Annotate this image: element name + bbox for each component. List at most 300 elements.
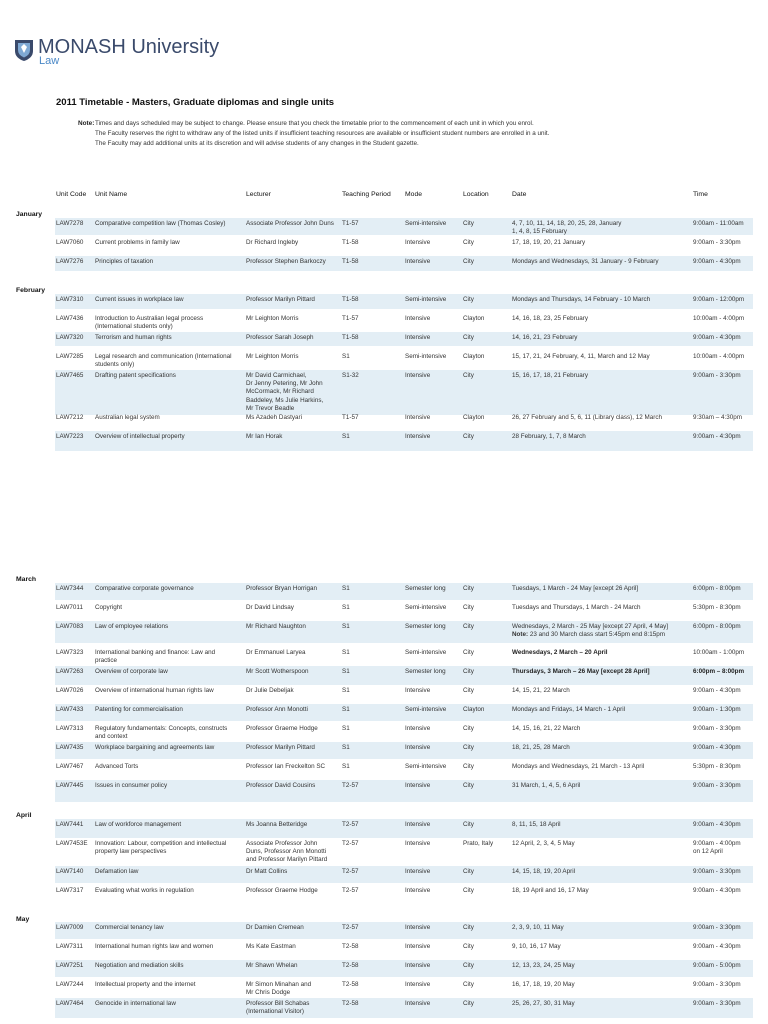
row-location-text: Clayton bbox=[463, 414, 485, 421]
row-unit-name-text: Terrorism and human rights bbox=[95, 334, 172, 341]
row-location-text: City bbox=[463, 296, 474, 303]
row-lecturer-text: Mr Simon Minahan and Mr Chris Dodge bbox=[246, 981, 312, 997]
row-mode-text: Semi-intensive bbox=[405, 763, 447, 770]
row-unit-code bbox=[56, 1000, 83, 1008]
row-mode-text: Intensive bbox=[405, 782, 431, 789]
table-row bbox=[55, 742, 753, 759]
row-time bbox=[693, 782, 741, 790]
row-time bbox=[693, 220, 744, 228]
row-unit-code-text: LAW7285 bbox=[56, 353, 84, 360]
col-header-location: Location bbox=[463, 191, 489, 198]
row-lecturer bbox=[246, 943, 341, 951]
row-unit-code-text: LAW7453E bbox=[56, 840, 88, 847]
row-unit-name-text: Evaluating what works in regulation bbox=[95, 887, 194, 894]
row-location bbox=[463, 840, 493, 848]
row-lecturer bbox=[246, 258, 341, 266]
row-unit-code bbox=[56, 414, 83, 422]
row-date bbox=[512, 782, 692, 790]
table-row bbox=[55, 412, 753, 427]
col-header-mode: Mode bbox=[405, 191, 423, 198]
row-date bbox=[512, 687, 692, 695]
row-lecturer-text: Professor Bryan Horrigan bbox=[246, 585, 318, 592]
row-time-text: 9:00am - 4:30pm bbox=[693, 334, 741, 341]
row-mode bbox=[405, 315, 430, 323]
row-time bbox=[693, 668, 744, 676]
row-mode-text: Intensive bbox=[405, 744, 431, 751]
row-unit-name bbox=[95, 706, 243, 714]
row-unit-name-text: Principles of taxation bbox=[95, 258, 154, 265]
row-unit-code bbox=[56, 887, 83, 895]
row-teaching-period bbox=[342, 258, 358, 266]
month-label: January bbox=[16, 211, 43, 218]
row-time-text: 9:00am - 4:30pm bbox=[693, 433, 741, 440]
row-teaching-period bbox=[342, 334, 358, 342]
row-location bbox=[463, 258, 474, 266]
row-location bbox=[463, 887, 474, 895]
row-teaching-period-text: T2-57 bbox=[342, 840, 359, 847]
row-mode bbox=[405, 1000, 430, 1008]
row-date bbox=[512, 763, 692, 771]
row-unit-code bbox=[56, 706, 83, 714]
row-unit-name bbox=[95, 220, 243, 228]
row-location-text: City bbox=[463, 623, 474, 630]
row-lecturer bbox=[246, 924, 341, 932]
row-date bbox=[512, 433, 692, 441]
table-row bbox=[55, 704, 753, 721]
table-row bbox=[55, 666, 753, 685]
row-lecturer-text: Dr Emmanuel Laryea bbox=[246, 649, 306, 656]
row-location-text: City bbox=[463, 220, 474, 227]
row-unit-name-text: Copyright bbox=[95, 604, 122, 611]
row-time-text: 9:00am - 3:30pm bbox=[693, 239, 741, 246]
table-row bbox=[55, 602, 753, 619]
row-location bbox=[463, 744, 474, 752]
row-location-text: City bbox=[463, 887, 474, 894]
row-lecturer-text: Dr Richard Ingleby bbox=[246, 239, 299, 246]
row-location-text: City bbox=[463, 962, 474, 969]
row-teaching-period bbox=[342, 315, 358, 323]
row-mode-text: Semi-intensive bbox=[405, 220, 447, 227]
row-unit-name-text: International banking and finance: Law and practice bbox=[95, 649, 216, 665]
row-teaching-period-text: S1 bbox=[342, 353, 350, 360]
row-unit-code-text: LAW7467 bbox=[56, 763, 84, 770]
row-lecturer bbox=[246, 604, 341, 612]
row-teaching-period bbox=[342, 433, 350, 441]
row-lecturer bbox=[246, 649, 341, 657]
row-lecturer bbox=[246, 868, 341, 876]
row-unit-code bbox=[56, 687, 83, 695]
row-time-text: 9:00am - 4:30pm bbox=[693, 887, 741, 894]
row-unit-code bbox=[56, 433, 83, 441]
row-time bbox=[693, 649, 744, 657]
row-mode-text: Intensive bbox=[405, 868, 431, 875]
row-date-text: Tuesdays, 1 March - 24 May [except 26 April] bbox=[512, 585, 639, 592]
row-time-text: 9:00am - 4:30pm bbox=[693, 687, 741, 694]
row-teaching-period-text: T2-57 bbox=[342, 782, 359, 789]
month-label: February bbox=[16, 287, 46, 294]
row-mode-text: Intensive bbox=[405, 962, 431, 969]
row-teaching-period bbox=[342, 668, 350, 676]
row-teaching-period bbox=[342, 868, 358, 876]
row-teaching-period-text: T2-58 bbox=[342, 962, 359, 969]
row-date-text: 12 April, 2, 3, 4, 5 May bbox=[512, 840, 575, 847]
row-unit-code-text: LAW7435 bbox=[56, 744, 84, 751]
row-teaching-period-text: T1-57 bbox=[342, 414, 359, 421]
row-unit-code bbox=[56, 239, 83, 247]
row-mode bbox=[405, 585, 446, 593]
row-teaching-period-text: S1 bbox=[342, 604, 350, 611]
row-unit-code bbox=[56, 782, 83, 790]
row-teaching-period-text: S1 bbox=[342, 706, 350, 713]
row-time bbox=[693, 706, 741, 714]
row-date-text: 2, 3, 9, 10, 11 May bbox=[512, 924, 564, 931]
table-row bbox=[55, 685, 753, 702]
row-date-text: 9, 10, 16, 17 May bbox=[512, 943, 561, 950]
row-time-text: 10:00am - 1:00pm bbox=[693, 649, 745, 656]
table-row bbox=[55, 351, 753, 371]
row-location bbox=[463, 943, 474, 951]
row-location-text: Clayton bbox=[463, 353, 485, 360]
row-date-text: 15, 17, 21, 24 February, 4, 11, March and 12 May bbox=[512, 353, 650, 360]
row-unit-code bbox=[56, 353, 83, 361]
row-date bbox=[512, 239, 692, 247]
row-mode bbox=[405, 706, 446, 714]
faculty-name: Law bbox=[39, 55, 60, 67]
row-date bbox=[512, 649, 692, 657]
row-location-text: City bbox=[463, 687, 474, 694]
row-unit-code bbox=[56, 821, 83, 829]
row-date-text: Mondays and Fridays, 14 March - 1 April bbox=[512, 706, 626, 713]
row-location bbox=[463, 414, 484, 422]
row-unit-name bbox=[95, 372, 243, 380]
note-line: The Faculty reserves the right to withdraw any of the listed units if insufficient teaching resources are available or insufficient student numbers are enrolled in a unit. bbox=[95, 130, 550, 137]
row-unit-code-text: LAW7441 bbox=[56, 821, 84, 828]
row-unit-code-text: LAW7310 bbox=[56, 296, 84, 303]
row-unit-name-text: Workplace bargaining and agreements law bbox=[95, 744, 215, 751]
row-time-text: 9:00am - 5:00pm bbox=[693, 962, 741, 969]
row-location bbox=[463, 821, 474, 829]
row-date-text: 25, 26, 27, 30, 31 May bbox=[512, 1000, 575, 1007]
row-unit-name-text: Patenting for commercialisation bbox=[95, 706, 183, 713]
row-lecturer-text: Mr Leighton Morris bbox=[246, 353, 299, 360]
row-location bbox=[463, 353, 484, 361]
row-teaching-period-text: S1 bbox=[342, 433, 350, 440]
row-teaching-period bbox=[342, 981, 358, 989]
row-time-text: 9:00am - 3:30pm bbox=[693, 868, 741, 875]
row-mode bbox=[405, 414, 430, 422]
row-time-text: 5:30pm - 8:30pm bbox=[693, 604, 741, 611]
row-time bbox=[693, 744, 741, 752]
row-time-text: 9:00am - 11:00am bbox=[693, 220, 744, 227]
row-unit-name bbox=[95, 585, 243, 593]
row-unit-name-text: Overview of international human rights law bbox=[95, 687, 214, 694]
row-teaching-period-text: S1 bbox=[342, 725, 350, 732]
table-row bbox=[55, 960, 753, 977]
row-time bbox=[693, 334, 741, 342]
row-mode bbox=[405, 887, 430, 895]
month-label: March bbox=[16, 576, 37, 583]
row-time bbox=[693, 372, 741, 380]
row-teaching-period-text: T2-57 bbox=[342, 924, 359, 931]
row-mode bbox=[405, 868, 430, 876]
row-mode bbox=[405, 924, 430, 932]
row-date-text: Wednesdays, 2 March - 25 May [except 27 April, 4 May] bbox=[512, 623, 668, 630]
row-lecturer-text: Ms Joanna Betteridge bbox=[246, 821, 308, 828]
row-teaching-period bbox=[342, 1000, 358, 1008]
row-location-text: City bbox=[463, 981, 474, 988]
row-time bbox=[693, 585, 741, 593]
row-date-text: 4, 7, 10, 11, 14, 18, 20, 25, 28, January 1, 4, 8, 15 February bbox=[512, 220, 622, 236]
row-teaching-period-text: S1 bbox=[342, 763, 350, 770]
row-date-text: Mondays and Wednesdays, 31 January - 9 February bbox=[512, 258, 659, 265]
row-lecturer-text: Dr Julie Debeljak bbox=[246, 687, 294, 694]
row-unit-name bbox=[95, 782, 243, 790]
row-lecturer-text: Mr Richard Naughton bbox=[246, 623, 306, 630]
row-lecturer bbox=[246, 763, 341, 771]
table-row bbox=[55, 941, 753, 958]
row-time bbox=[693, 623, 741, 631]
month-label: May bbox=[16, 916, 30, 923]
row-location bbox=[463, 981, 474, 989]
note-label: Note: bbox=[78, 120, 95, 127]
row-teaching-period-text: S1 bbox=[342, 668, 350, 675]
row-unit-name-text: Comparative corporate governance bbox=[95, 585, 194, 592]
row-teaching-period-text: S1 bbox=[342, 687, 350, 694]
row-location bbox=[463, 706, 484, 714]
row-mode bbox=[405, 433, 430, 441]
page-title: 2011 Timetable - Masters, Graduate diplomas and single units bbox=[56, 97, 335, 108]
row-mode-text: Intensive bbox=[405, 239, 431, 246]
row-unit-code bbox=[56, 868, 83, 876]
row-date bbox=[512, 744, 692, 752]
row-teaching-period bbox=[342, 744, 350, 752]
table-row bbox=[55, 819, 753, 838]
row-time bbox=[693, 821, 741, 829]
row-teaching-period-text: T2-58 bbox=[342, 1000, 359, 1007]
row-unit-name bbox=[95, 687, 243, 695]
row-location-text: City bbox=[463, 763, 474, 770]
row-location bbox=[463, 649, 474, 657]
row-unit-code-text: LAW7436 bbox=[56, 315, 84, 322]
row-date-text: Mondays and Wednesdays, 21 March - 13 April bbox=[512, 763, 645, 770]
row-location bbox=[463, 763, 474, 771]
row-unit-name bbox=[95, 821, 243, 829]
row-mode bbox=[405, 604, 446, 612]
row-unit-code-text: LAW7445 bbox=[56, 782, 84, 789]
row-lecturer bbox=[246, 725, 341, 733]
row-time bbox=[693, 315, 744, 323]
row-location bbox=[463, 585, 474, 593]
row-lecturer bbox=[246, 334, 341, 342]
row-unit-code bbox=[56, 924, 83, 932]
date-note-label: Note: bbox=[512, 631, 529, 639]
row-unit-name bbox=[95, 943, 243, 951]
table-row bbox=[55, 780, 753, 802]
row-lecturer bbox=[246, 372, 341, 413]
row-teaching-period bbox=[342, 887, 358, 895]
row-time bbox=[693, 296, 744, 304]
row-location bbox=[463, 924, 474, 932]
row-teaching-period-text: T1-57 bbox=[342, 220, 359, 227]
row-location-text: City bbox=[463, 868, 474, 875]
row-lecturer bbox=[246, 433, 341, 441]
table-row bbox=[55, 583, 753, 600]
row-teaching-period-text: T1-58 bbox=[342, 334, 359, 341]
row-lecturer bbox=[246, 687, 341, 695]
table-row bbox=[55, 998, 753, 1018]
row-mode bbox=[405, 981, 430, 989]
row-teaching-period bbox=[342, 220, 358, 228]
row-unit-code bbox=[56, 604, 83, 612]
row-teaching-period bbox=[342, 687, 350, 695]
row-mode-text: Intensive bbox=[405, 334, 431, 341]
row-mode-text: Semi-intensive bbox=[405, 649, 447, 656]
row-mode bbox=[405, 782, 430, 790]
row-location-text: Clayton bbox=[463, 706, 485, 713]
row-unit-code-text: LAW7140 bbox=[56, 868, 84, 875]
row-date-text: 14, 16, 21, 23 February bbox=[512, 334, 578, 341]
row-time-text: 6:00pm – 8:00pm bbox=[693, 668, 745, 675]
row-location-text: City bbox=[463, 649, 474, 656]
row-unit-code bbox=[56, 258, 83, 266]
row-time-text: 9:00am - 12:00pm bbox=[693, 296, 745, 303]
row-mode bbox=[405, 744, 430, 752]
row-date bbox=[512, 372, 692, 380]
row-unit-code bbox=[56, 623, 83, 631]
table-row bbox=[55, 723, 753, 742]
row-unit-code-text: LAW7009 bbox=[56, 924, 84, 931]
row-unit-name-text: Innovation: Labour, competition and intellectual property law perspectives bbox=[95, 840, 227, 856]
row-time-text: 9:00am - 3:30pm bbox=[693, 372, 741, 379]
row-mode bbox=[405, 725, 430, 733]
row-unit-name-text: Current issues in workplace law bbox=[95, 296, 184, 303]
row-unit-code bbox=[56, 334, 83, 342]
row-lecturer-text: Ms Azadeh Dastyari bbox=[246, 414, 302, 421]
row-unit-code-text: LAW7083 bbox=[56, 623, 84, 630]
row-date-text: 12, 13, 23, 24, 25 May bbox=[512, 962, 575, 969]
row-location-text: City bbox=[463, 744, 474, 751]
row-location bbox=[463, 868, 474, 876]
row-date-text: 18, 21, 25, 28 March bbox=[512, 744, 570, 751]
row-date bbox=[512, 623, 692, 639]
row-teaching-period-text: S1-32 bbox=[342, 372, 359, 379]
row-lecturer-text: Mr David Carmichael, Dr Jenny Petering, Mr John McCormack, Mr Richard Baddeley, Ms Julie Harkins, Mr Trevor Beadle bbox=[246, 372, 324, 412]
row-mode bbox=[405, 372, 430, 380]
row-unit-code-text: LAW7011 bbox=[56, 604, 83, 611]
row-unit-name-text: Comparative competition law (Thomas Cosley) bbox=[95, 220, 226, 227]
row-mode-text: Intensive bbox=[405, 1000, 431, 1007]
row-teaching-period-text: T1-58 bbox=[342, 239, 359, 246]
table-row bbox=[55, 979, 753, 999]
table-row bbox=[55, 866, 753, 883]
col-header-name: Unit Name bbox=[95, 191, 128, 198]
row-mode bbox=[405, 296, 446, 304]
row-date bbox=[512, 414, 692, 422]
row-time bbox=[693, 868, 741, 876]
col-header-date: Date bbox=[512, 191, 527, 198]
row-time bbox=[693, 763, 741, 771]
row-unit-name-text: Overview of corporate law bbox=[95, 668, 168, 675]
row-mode bbox=[405, 821, 430, 829]
row-date bbox=[512, 604, 692, 612]
row-time-text: 9:00am - 4:30pm bbox=[693, 258, 741, 265]
row-unit-name bbox=[95, 258, 243, 266]
row-unit-name bbox=[95, 334, 243, 342]
row-teaching-period-text: T2-57 bbox=[342, 868, 359, 875]
row-location bbox=[463, 1000, 474, 1008]
row-teaching-period bbox=[342, 414, 358, 422]
row-time-text: 6:00pm - 8:00pm bbox=[693, 623, 741, 630]
row-location-text: City bbox=[463, 239, 474, 246]
row-location bbox=[463, 239, 474, 247]
row-unit-name-text: Intellectual property and the internet bbox=[95, 981, 196, 988]
row-date bbox=[512, 981, 692, 989]
row-time-text: 9:00am - 4:30pm bbox=[693, 943, 741, 950]
row-unit-name-text: Introduction to Australian legal process (International students only) bbox=[95, 315, 204, 331]
row-date bbox=[512, 585, 692, 593]
row-time-text: 10:00am - 4:00pm bbox=[693, 353, 745, 360]
row-mode-text: Intensive bbox=[405, 315, 431, 322]
row-unit-code-text: LAW7276 bbox=[56, 258, 84, 265]
row-mode-text: Semi-intensive bbox=[405, 706, 447, 713]
table-row bbox=[55, 294, 753, 309]
row-time bbox=[693, 414, 742, 422]
row-teaching-period bbox=[342, 924, 358, 932]
row-mode-text: Intensive bbox=[405, 433, 431, 440]
row-unit-code bbox=[56, 981, 83, 989]
row-time-text: 9:00am - 3:30pm bbox=[693, 981, 741, 988]
row-mode-text: Intensive bbox=[405, 821, 431, 828]
row-teaching-period-text: T1-58 bbox=[342, 296, 359, 303]
row-lecturer bbox=[246, 1000, 341, 1016]
row-lecturer bbox=[246, 744, 341, 752]
row-time-text: 6:00pm - 8:00pm bbox=[693, 585, 741, 592]
row-teaching-period-text: T2-58 bbox=[342, 981, 359, 988]
row-mode bbox=[405, 962, 430, 970]
row-time-text: 10:00am - 4:00pm bbox=[693, 315, 745, 322]
table-row bbox=[55, 647, 753, 666]
row-unit-code-text: LAW7344 bbox=[56, 585, 84, 592]
row-teaching-period-text: S1 bbox=[342, 585, 350, 592]
row-unit-name bbox=[95, 763, 243, 771]
row-location bbox=[463, 725, 474, 733]
row-location-text: City bbox=[463, 258, 474, 265]
row-unit-name bbox=[95, 604, 243, 612]
row-unit-code bbox=[56, 763, 83, 771]
row-unit-name-text: Law of employee relations bbox=[95, 623, 169, 630]
row-lecturer bbox=[246, 414, 341, 422]
row-date bbox=[512, 315, 692, 323]
row-unit-code-text: LAW7212 bbox=[56, 414, 84, 421]
row-lecturer bbox=[246, 821, 341, 829]
row-time-text: 9:00am - 4:30pm bbox=[693, 744, 741, 751]
row-time bbox=[693, 239, 741, 247]
row-time bbox=[693, 353, 744, 361]
row-teaching-period bbox=[342, 372, 359, 380]
row-location bbox=[463, 668, 474, 676]
row-lecturer bbox=[246, 668, 341, 676]
row-time-text: 9:00am - 3:30pm bbox=[693, 725, 741, 732]
row-date bbox=[512, 353, 692, 361]
row-unit-name-text: Australian legal system bbox=[95, 414, 160, 421]
row-date bbox=[512, 943, 692, 951]
row-unit-name bbox=[95, 414, 243, 422]
row-location-text: City bbox=[463, 725, 474, 732]
row-unit-name bbox=[95, 296, 243, 304]
table-row bbox=[55, 431, 753, 451]
row-date-text: 14, 15, 21, 22 March bbox=[512, 687, 570, 694]
row-unit-name bbox=[95, 981, 243, 989]
